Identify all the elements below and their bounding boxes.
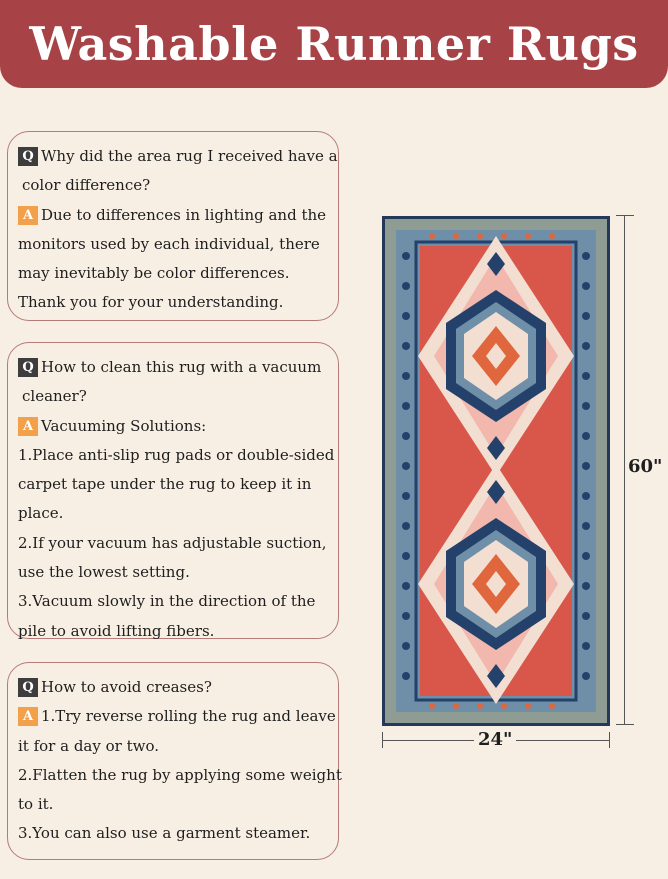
question-line — [18, 142, 338, 171]
border-motif — [402, 402, 410, 410]
border-motif — [429, 703, 435, 709]
question-tag: Q — [18, 358, 38, 377]
border-motif — [402, 492, 410, 500]
border-motif — [402, 312, 410, 320]
answer-line: to it. — [18, 795, 54, 814]
header-banner — [0, 0, 668, 88]
border-motif — [582, 522, 590, 530]
answer-line: it for a day or two. — [18, 736, 159, 755]
border-motif — [402, 612, 410, 620]
faq-card-vacuum-cleaning — [7, 342, 339, 639]
answer-text: Due to differences in lighting and the — [41, 205, 327, 224]
rug-product-image — [382, 216, 610, 726]
border-motif — [525, 703, 531, 709]
answer-line: 2.Flatten the rug by applying some weight — [18, 765, 342, 784]
answer-line: 3.You can also use a garment steamer. — [18, 824, 311, 843]
question-text: How to clean this rug with a vacuum — [41, 358, 322, 376]
border-motif — [402, 552, 410, 560]
border-motif — [402, 462, 410, 470]
question-tag: Q — [18, 147, 38, 166]
border-motif — [582, 372, 590, 380]
border-motif — [582, 612, 590, 620]
answer-line: 3.Vacuum slowly in the direction of the — [18, 592, 316, 611]
answer-line: use the lowest setting. — [18, 563, 190, 582]
border-motif — [402, 582, 410, 590]
faq-card-color-difference — [7, 131, 339, 321]
border-motif — [582, 402, 590, 410]
question-text: How to avoid creases? — [41, 678, 212, 696]
border-motif — [582, 672, 590, 680]
width-label: 24" — [474, 729, 516, 750]
answer-line — [18, 702, 336, 731]
border-motif — [477, 233, 483, 239]
border-motif — [582, 252, 590, 260]
answer-line — [18, 412, 332, 441]
border-motif — [582, 642, 590, 650]
question-line: color difference? — [22, 176, 151, 195]
question-line — [18, 673, 332, 702]
answer-tag: A — [18, 417, 38, 436]
border-motif — [582, 282, 590, 290]
rug-illustration — [382, 216, 610, 726]
border-motif — [501, 233, 507, 239]
border-motif — [525, 233, 531, 239]
border-motif — [582, 312, 590, 320]
border-motif — [582, 462, 590, 470]
page-title: Washable Runner Rugs — [29, 17, 639, 71]
height-label: 60" — [628, 456, 663, 477]
question-tag: Q — [18, 678, 38, 697]
answer-line: 1.Place anti-slip rug pads or double-sided — [18, 445, 335, 464]
border-motif — [429, 233, 435, 239]
question-line: cleaner? — [22, 387, 87, 406]
border-motif — [402, 432, 410, 440]
border-motif — [582, 552, 590, 560]
answer-line — [18, 201, 332, 230]
border-motif — [402, 642, 410, 650]
answer-line: 2.If your vacuum has adjustable suction, — [18, 533, 327, 552]
border-motif — [402, 252, 410, 260]
answer-line: monitors used by each individual, there — [18, 234, 320, 253]
answer-tag: A — [18, 707, 38, 726]
border-motif — [582, 342, 590, 350]
border-motif — [549, 703, 555, 709]
question-text: Why did the area rug I received have a — [41, 147, 338, 165]
border-motif — [453, 703, 459, 709]
question-line — [18, 353, 332, 382]
answer-text: 1.Try reverse rolling the rug and leave — [41, 707, 336, 726]
answer-line: pile to avoid lifting fibers. — [18, 621, 215, 640]
faq-card-creases — [7, 662, 342, 860]
border-motif — [402, 282, 410, 290]
border-motif — [549, 233, 555, 239]
border-motif — [477, 703, 483, 709]
border-motif — [402, 342, 410, 350]
border-motif — [402, 672, 410, 680]
border-motif — [453, 233, 459, 239]
answer-line: carpet tape under the rug to keep it in — [18, 475, 312, 494]
border-motif — [582, 432, 590, 440]
border-motif — [582, 582, 590, 590]
answer-line: may inevitably be color differences. — [18, 264, 290, 283]
answer-line: Thank you for your understanding. — [18, 293, 284, 312]
answer-line: place. — [18, 504, 64, 523]
answer-tag: A — [18, 206, 38, 225]
answer-text: Vacuuming Solutions: — [41, 416, 207, 435]
border-motif — [582, 492, 590, 500]
border-motif — [402, 522, 410, 530]
border-motif — [501, 703, 507, 709]
border-motif — [402, 372, 410, 380]
